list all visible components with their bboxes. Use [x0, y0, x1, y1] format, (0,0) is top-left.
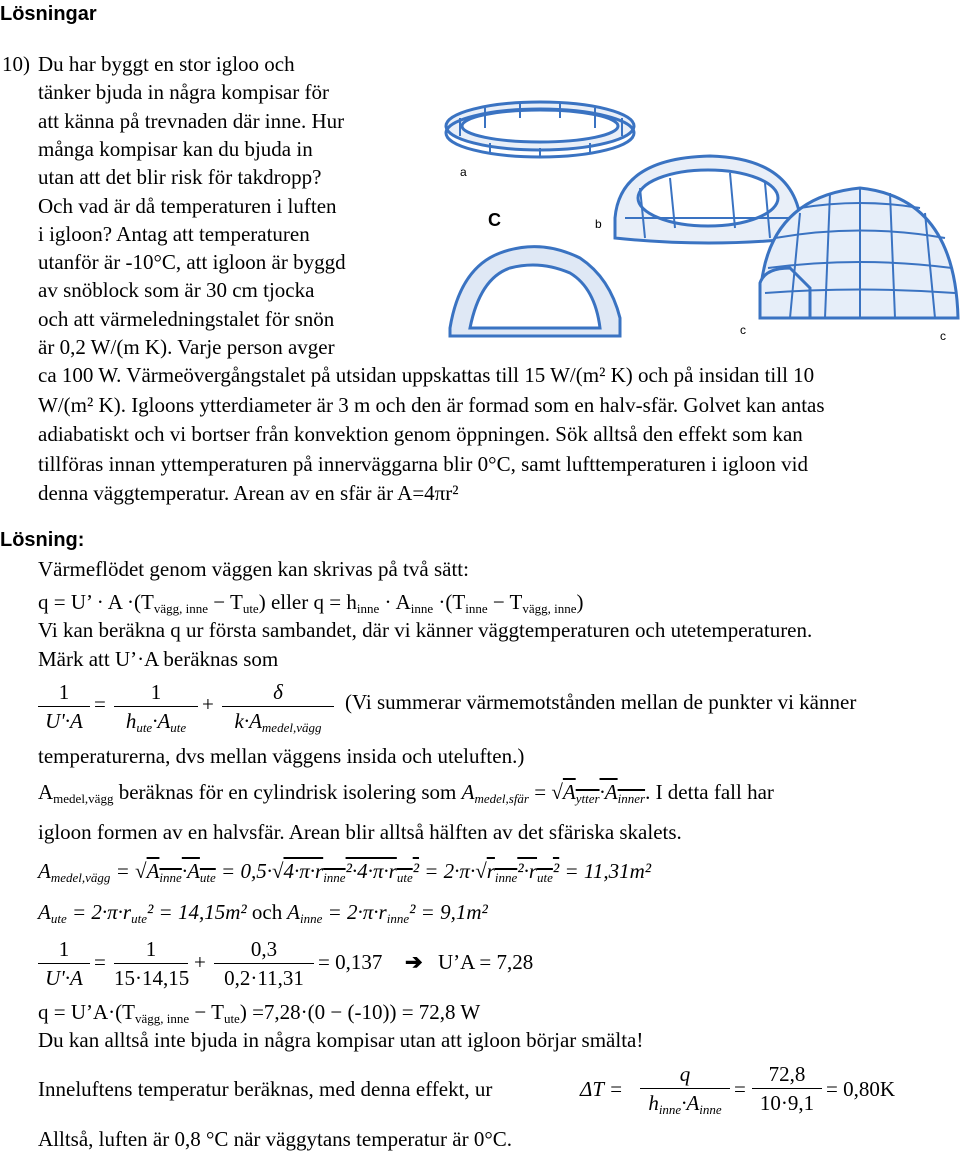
mark-line: Märk att U’·A beräknas som [38, 647, 279, 671]
conclusion-1: Du kan alltså inte bjuda in några kompisar utan att igloon börjar smälta! [38, 1028, 644, 1052]
amedel-tail: . I detta fall har [645, 780, 774, 804]
eq-areas: $A_{ute} = 2\cdot\pi\cdot r_{ute}^2 = 14,15m^2$ och $A_{inne} = 2\cdot\pi\cdot r_{inne}^2 = 9,1m^2$ [38, 900, 488, 926]
igloo-figure [430, 88, 960, 348]
figure-label-c: c [740, 323, 746, 337]
page-title: Lösningar [0, 3, 97, 25]
problem-line: att känna på trevnaden där inne. Hur [38, 108, 345, 133]
aute-result: = 14,15m² [158, 900, 247, 924]
resistance-note-2: temperaturerna, dvs mellan väggens insida och uteluften.) [38, 744, 525, 768]
amedel-line: $A_{medel,vägg}$ beräknas för en cylindrisk isolering som $A_{medel,sfär} = √A_{ytter}\cdot A_{inner}$. I detta fall har [38, 780, 774, 806]
problem-line: Du har byggt en stor igloo och [38, 52, 295, 76]
problem-line-full: ca 100 W. Värmeövergångstalet på utsidan uppskattas till 15 W/(m² K) och på insidan till 10 [38, 363, 815, 387]
inner-temp-text: Inneluftens temperatur beräknas, med denna effekt, ur [38, 1077, 493, 1101]
problem-line: är 0,2 W/(m K). Varje person avger [38, 335, 335, 359]
problem-line: utanför är -10°C, att igloon är byggd [38, 250, 346, 275]
igloo-cross-section [450, 247, 620, 336]
amedel-result: = 11,31m² [564, 859, 652, 883]
problem-line-full: denna väggtemperatur. Arean av en sfär är A=4πr² [38, 481, 459, 505]
amedel-text: beräknas för en cylindrisk isolering som [118, 780, 457, 804]
ua-result: = 0,137 [318, 950, 383, 974]
igloo-spiral-b [615, 156, 800, 243]
q-result: $q = U’A\cdot(T_{vägg, inne} - T_{ute}) =7,28\cdot(0 - (-10)) = 72,8$ W [38, 1000, 481, 1026]
problem-line: tänker bjuda in några kompisar för [38, 80, 329, 105]
problem-number: 10) [2, 52, 30, 76]
eq-amedel: $A_{medel,vägg} = √A_{inne}\cdot A_{ute} = 0,5\cdot√4\cdot\pi\cdot r_{inne}^2\cdot 4\cdot\pi\cdot r_{ute}^2 = 2\cdot\pi\cdot√r_{inne}^2\cdot r_{ute}^2 = 11,31m^2$ [38, 859, 652, 885]
delta-t-result: = 0,80K [826, 1077, 896, 1101]
problem-line: många kompisar kan du bjuda in [38, 136, 313, 161]
ainne-result: = 9,1m² [420, 900, 488, 924]
solution-intro: Värmeflödet genom väggen kan skrivas på två sätt: [38, 557, 469, 581]
problem-line: och att värmeledningstalet för snön [38, 306, 335, 331]
problem-line-full: adiabatiskt och vi bortser från konvektion genom öppningen. Sök alltså den effekt som kan [38, 422, 803, 446]
figure-label-a: a [460, 165, 467, 179]
figure-label-b: b [595, 217, 602, 231]
problem-line: i igloon? Antag att temperaturen [38, 221, 310, 246]
figure-label-C: C [488, 210, 501, 230]
ua-value: U’A = 7,28 [438, 950, 534, 974]
problem-line-full: W/(m² K). Igloons ytterdiameter är 3 m och den är formad som en halv-sfär. Golvet kan antas [38, 392, 825, 417]
solution-heading: Lösning: [0, 529, 85, 551]
resistance-note: (Vi summerar värmemotstånden mellan de punkter vi känner [345, 690, 857, 714]
problem-line-full: tillföras innan yttemperaturen på innerväggarna blir 0°C, samt lufttemperaturen i igloon vid [38, 451, 809, 476]
problem-line: av snöblock som är 30 cm tjocka [38, 278, 315, 303]
q-relation: q = U’ · $A \cdot(T_{vägg, inne} - T_{ute})$ eller $q = h_{inne} \cdot A_{inne} \cdot(T_{inne} - T_{vägg, inne})$ [38, 590, 584, 616]
final-line: Alltså, luften är 0,8 °C när väggytans temperatur är 0°C. [38, 1127, 512, 1151]
calc-line: Vi kan beräkna q ur första sambandet, där vi känner väggtemperaturen och utetemperaturen. [38, 618, 813, 642]
problem-line: utan att det blir risk för takdropp? [38, 165, 322, 190]
och-word: och [251, 900, 283, 924]
problem-line: Och vad är då temperaturen i luften [38, 193, 337, 218]
igloo-line: igloon formen av en halvsfär. Arean blir alltså hälften av det sfäriska skalets. [38, 820, 682, 844]
figure-label-c2: c [940, 329, 946, 343]
